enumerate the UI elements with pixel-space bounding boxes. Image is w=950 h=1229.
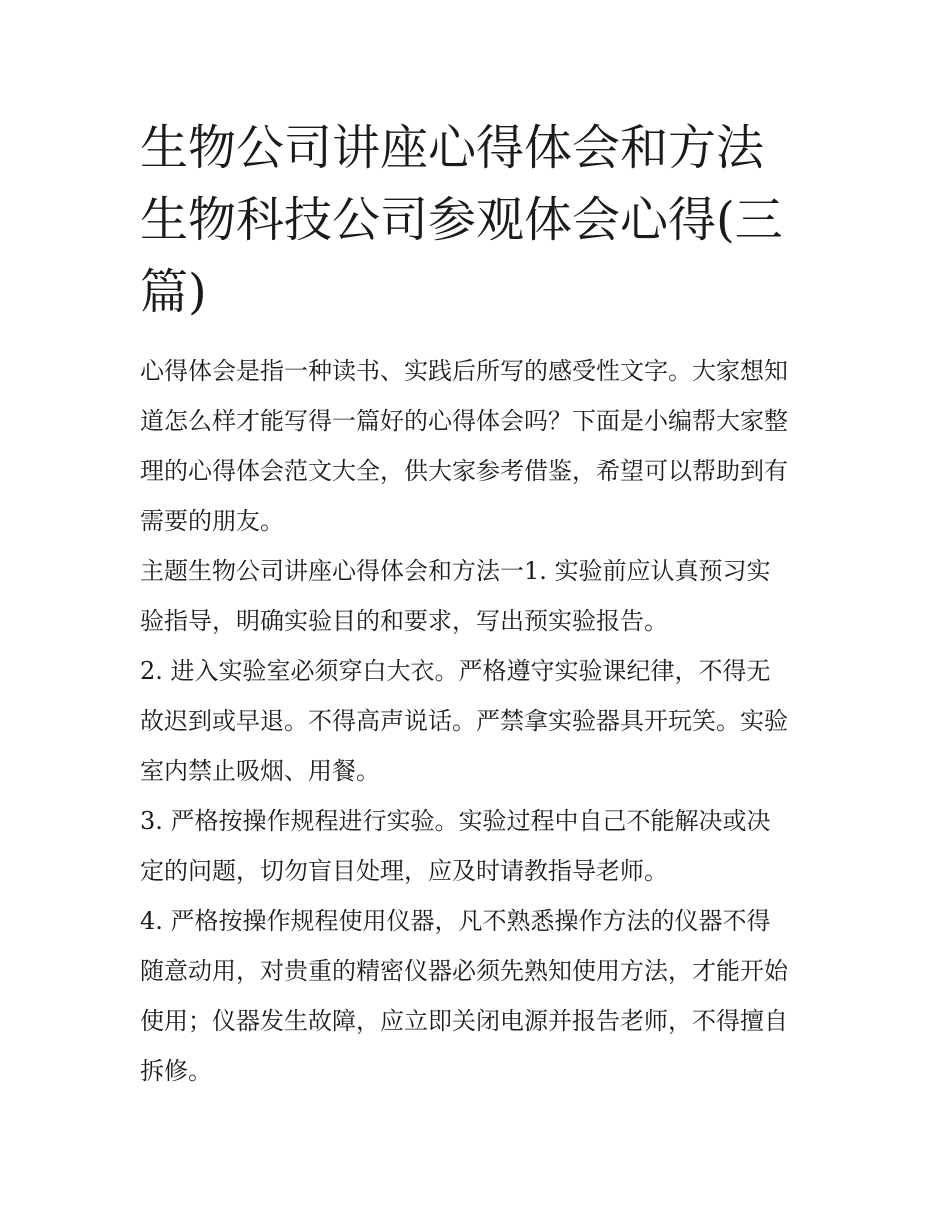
paragraph-line: 4. 严格按操作规程使用仪器，凡不熟悉操作方法的仪器不得 (140, 907, 771, 935)
paragraph-item-2 (140, 646, 820, 796)
paragraph-line: 定的问题，切勿盲目处理，应及时请教指导老师。 (140, 857, 668, 885)
paragraph-line: 心得体会是指一种读书、实践后所写的感受性文字。大家想知 (140, 357, 788, 385)
paragraph-item-3 (140, 796, 820, 896)
paragraph-line: 拆修。 (140, 1057, 212, 1085)
paragraph-line: 主题生物公司讲座心得体会和方法一1. 实验前应认真预习实 (140, 557, 771, 585)
paragraph-line: 使用；仪器发生故障，应立即关闭电源并报告老师，不得擅自 (140, 1007, 788, 1035)
title-line-3: 篇) (140, 264, 207, 320)
paragraph-line: 2. 进入实验室必须穿白大衣。严格遵守实验课纪律，不得无 (140, 657, 771, 685)
document-page (140, 112, 820, 1096)
paragraph-line: 需要的朋友。 (140, 507, 284, 535)
paragraph-item-1 (140, 546, 820, 646)
paragraph-line: 道怎么样才能写得一篇好的心得体会吗？下面是小编帮大家整 (140, 407, 788, 435)
document-title (140, 112, 820, 328)
paragraph-line: 随意动用，对贵重的精密仪器必须先熟知使用方法，才能开始 (140, 957, 788, 985)
title-line-2: 生物科技公司参观体会心得(三 (140, 192, 783, 248)
paragraph-line: 故迟到或早退。不得高声说话。严禁拿实验器具开玩笑。实验 (140, 707, 788, 735)
paragraph-line: 室内禁止吸烟、用餐。 (140, 757, 380, 785)
paragraph-intro (140, 346, 820, 546)
document-body (140, 346, 820, 1096)
paragraph-item-4 (140, 896, 820, 1096)
paragraph-line: 理的心得体会范文大全，供大家参考借鉴，希望可以帮助到有 (140, 457, 788, 485)
title-line-1: 生物公司讲座心得体会和方法 (140, 120, 765, 176)
paragraph-line: 3. 严格按操作规程进行实验。实验过程中自己不能解决或决 (140, 807, 771, 835)
paragraph-line: 验指导，明确实验目的和要求，写出预实验报告。 (140, 607, 668, 635)
